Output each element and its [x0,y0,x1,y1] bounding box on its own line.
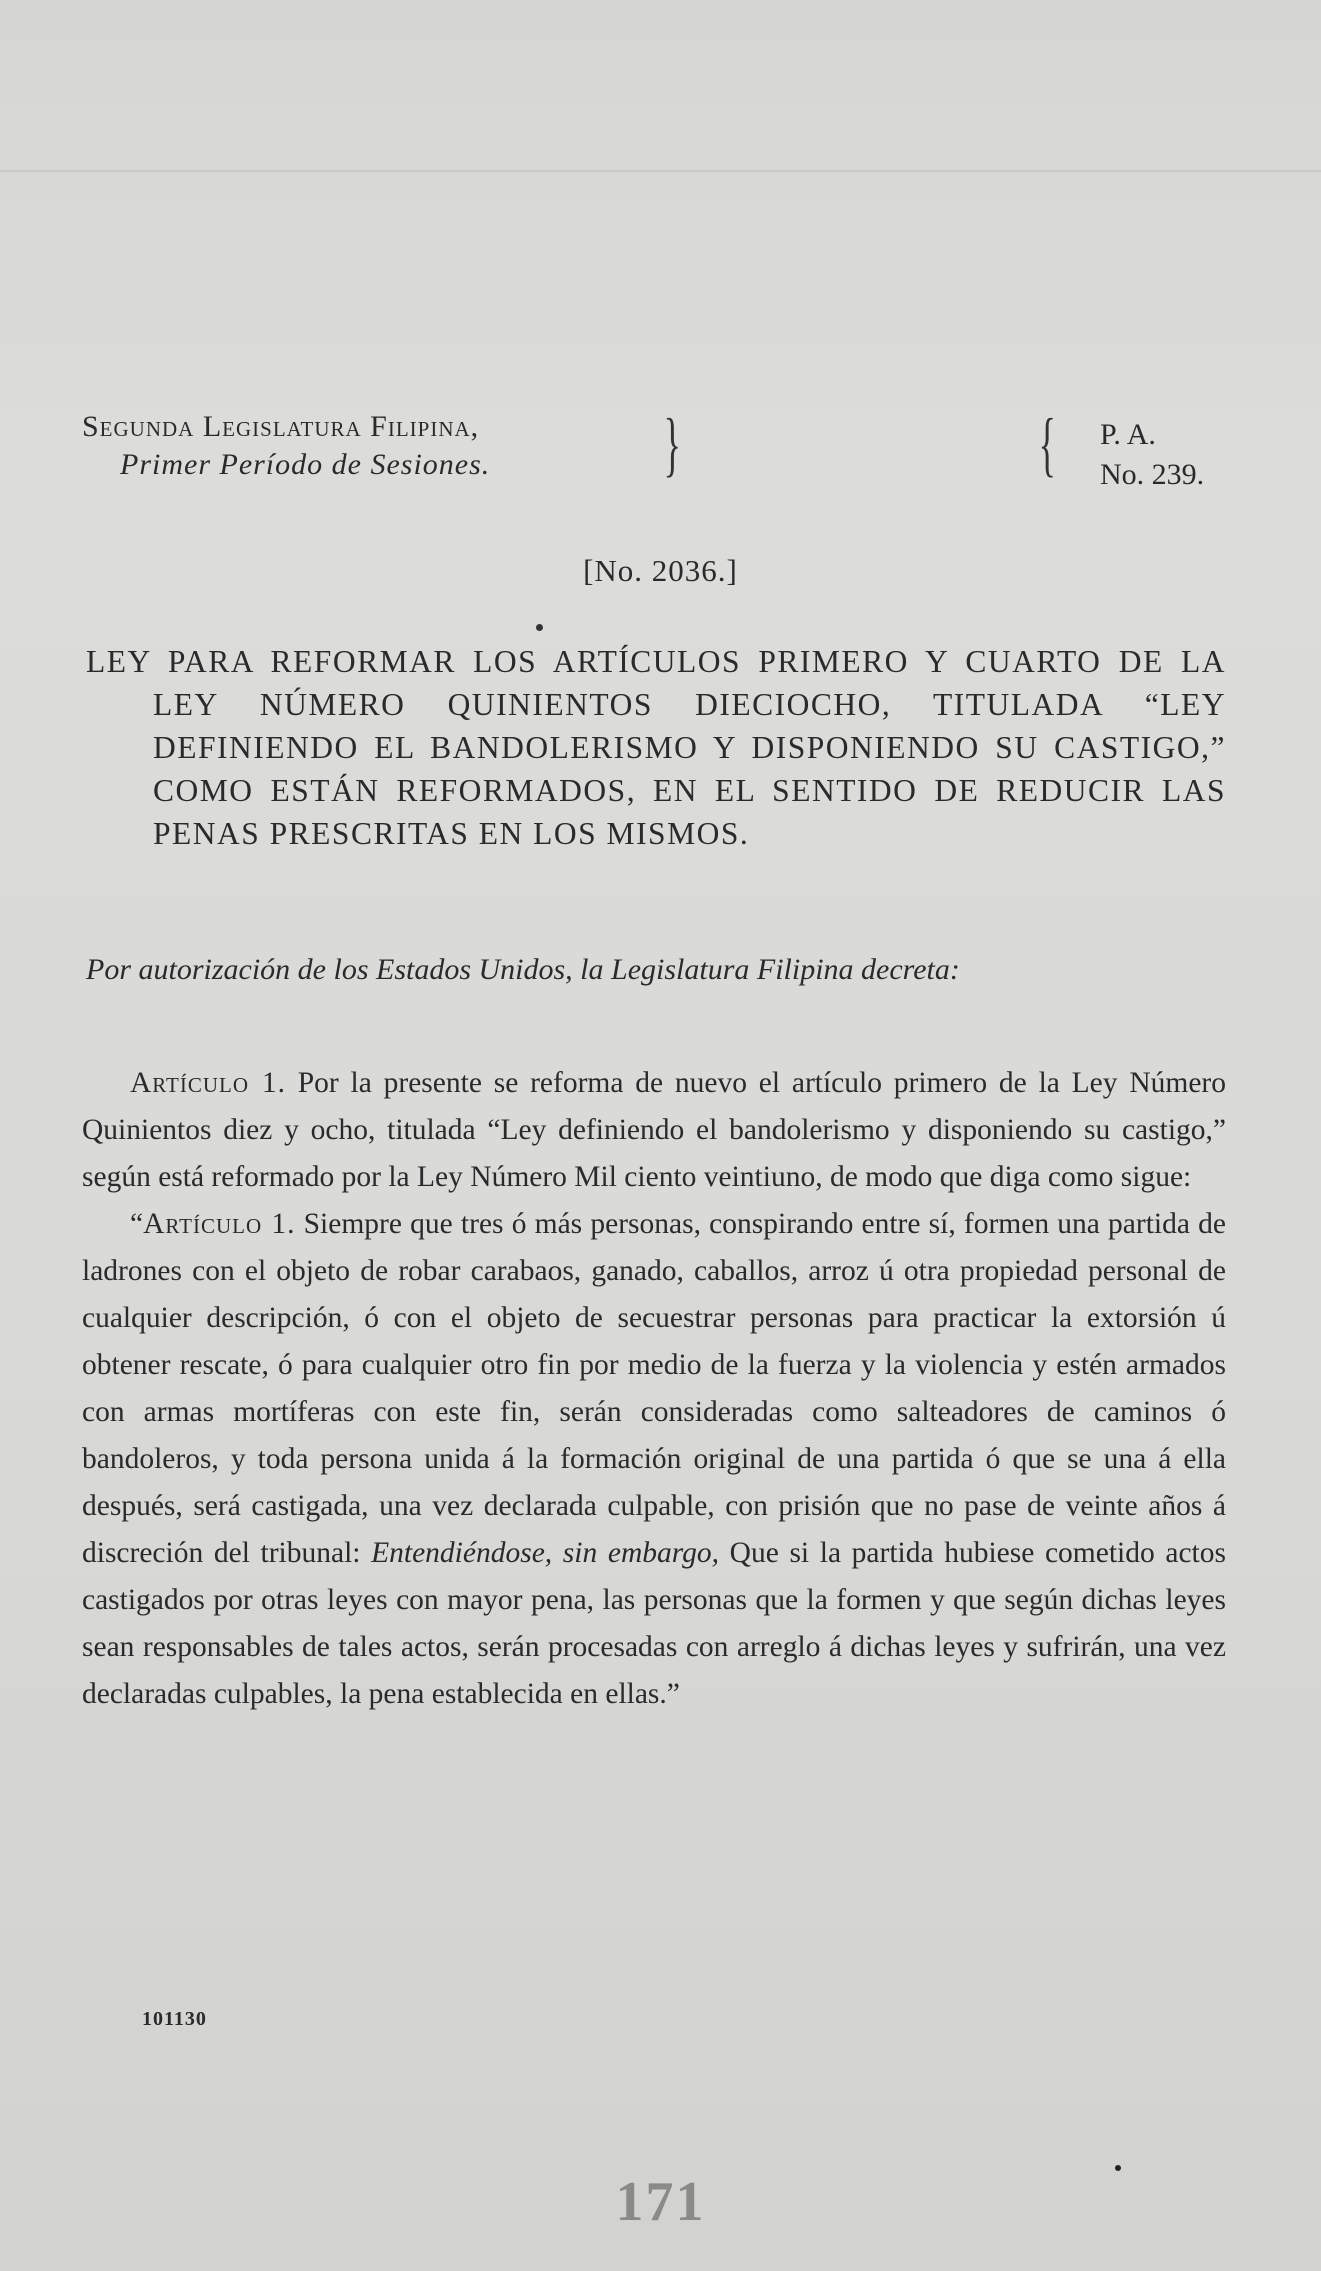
ink-speck [1115,2165,1121,2171]
law-body [82,1060,1226,1718]
print-code: 101130 [142,2008,207,2030]
legislature-name: Segunda Legislatura Filipina, [82,410,480,443]
paper-fold-line [0,170,1321,172]
quoted-article-text-a: Siempre que tres ó más personas, conspirando entre sí, formen una partida de ladrones con el objeto de robar carabaos, ganado, caballos, arroz ú otra propiedad personal de cualquier descripción, ó con el objeto de secuestrar personas para practicar la extorsión ú obtener rescate, ó para cualquier otro fin por medio de la fuerza y la violencia y estén armados con armas mortíferas con este fin, serán consideradas como salteadores de caminos ó bandoleros, y toda persona unida á la formación original de una partida ó que se una á ella después, será castigada, una vez declarada culpable, con prisión que no pase de veinte años á discreción del tribunal: [82,1208,1226,1569]
enacting-clause [86,948,1226,992]
quoted-article-text-b: Que si la partida hubiese cometido actos castigados por otras leyes con mayor pena, las personas que la formen y que según dichas leyes sean responsables de tales actos, serán procesadas con arreglo á dichas leyes y sufrirán, una vez declaradas culpables, la pena establecida en ellas.” [82,1537,1226,1710]
quoted-article-label: Artículo 1. [143,1208,296,1240]
enacting-clause-text: Por autorización de los Estados Unidos, la Legislatura Filipina decreta: [86,953,960,986]
bill-number: [No. 2036.] [583,553,738,588]
law-title [86,640,1226,855]
quoted-article-paragraph [82,1201,1226,1718]
right-brace-glyph: } [663,404,681,484]
bill-reference [1100,415,1204,495]
article-1-text: Por la presente se reforma de nuevo el artículo primero de la Ley Número Quinientos diez y ocho, titulada “Ley definiendo el bandolerismo y disponiendo su castigo,” según está reformado por la Ley Número Mil ciento veintiuno, de modo que diga como sigue: [82,1067,1226,1193]
pa-label: P. A. [1100,418,1156,451]
proviso-phrase: Entendiéndose, sin embargo, [371,1537,720,1569]
law-title-text: LEY PARA REFORMAR LOS ARTÍCULOS PRIMERO Y CUARTO DE LA LEY NÚMERO QUINIENTOS DIECIOCHO, TITULADA “LEY DEFINIENDO EL BANDOLERISMO Y DISPONIENDO SU CASTIGO,” COMO ESTÁN REFORMADOS, EN EL SENTIDO DE REDUCIR LAS PENAS PRESCRITAS EN LOS MISMOS. [86,644,1226,851]
article-1-paragraph [82,1060,1226,1201]
open-quote: “ [130,1208,144,1240]
article-1-label: Artículo 1. [130,1067,286,1099]
page-number: 171 [615,2171,706,2233]
legislature-header [82,408,490,484]
left-brace-glyph: { [1038,404,1056,484]
session-name: Primer Período de Sesiones. [120,448,491,481]
ink-dot [536,624,543,631]
pa-number: No. 239. [1100,458,1205,491]
